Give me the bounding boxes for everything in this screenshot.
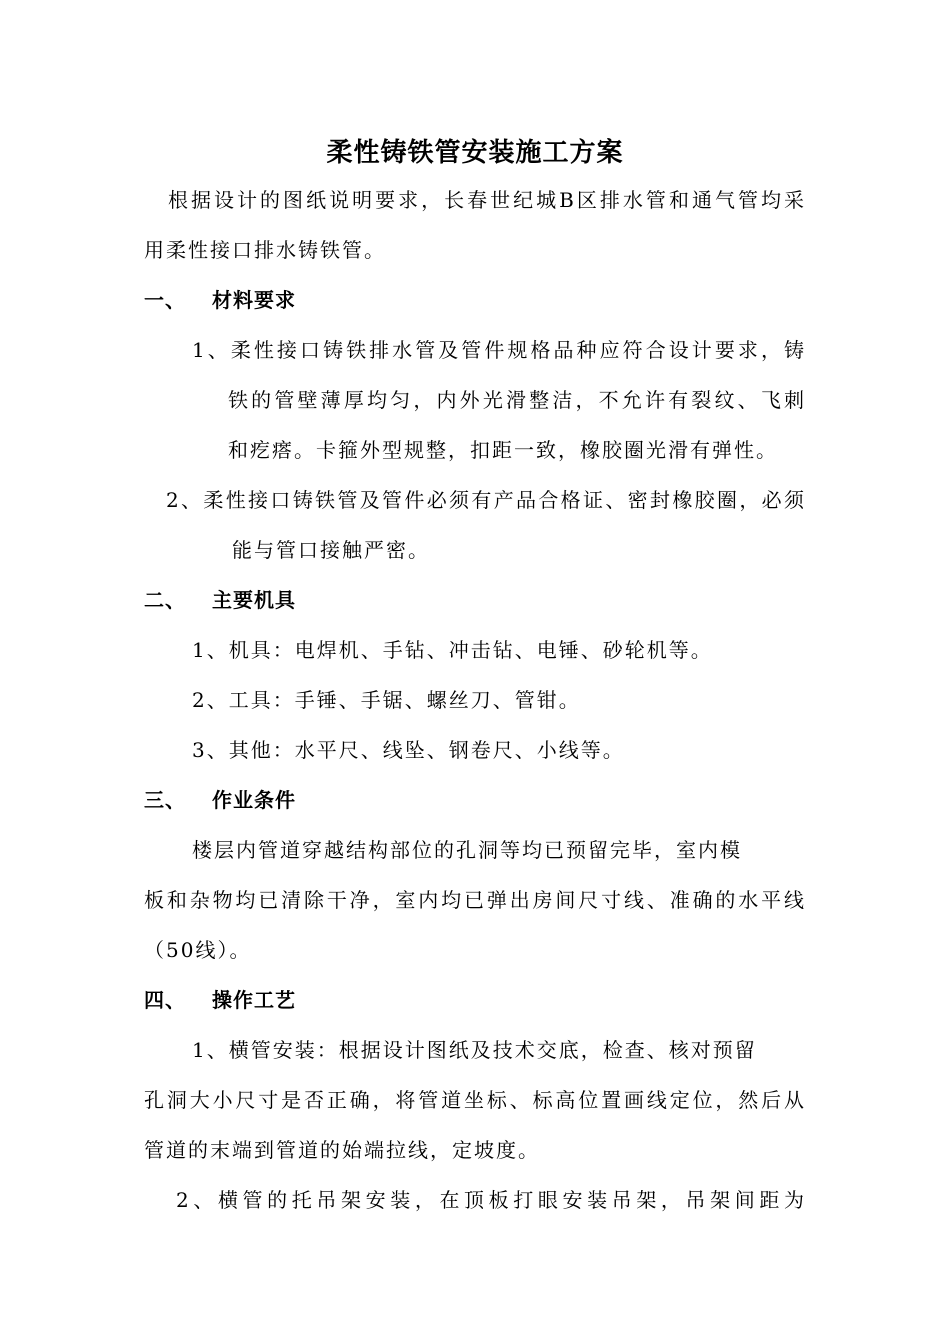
section-heading-2 (144, 586, 296, 614)
section-heading-3 (144, 786, 296, 814)
section-4-line-2: 孔洞大小尺寸是否正确，将管道坐标、标高位置画线定位，然后从 (144, 1088, 804, 1112)
section-title: 主要机具 (212, 588, 296, 612)
section-1-line-1: 1、柔性接口铸铁排水管及管件规格品种应符合设计要求，铸 (192, 338, 804, 362)
section-1-line-5: 能与管口接触严密。 (232, 538, 430, 562)
section-2-line-2: 2、工具：手锤、手锯、螺丝刀、管钳。 (192, 688, 581, 712)
section-4-line-3: 管道的末端到管道的始端拉线，定坡度。 (144, 1138, 540, 1162)
section-1-line-3: 和疙瘩。卡箍外型规整，扣距一致，橡胶圈光滑有弹性。 (228, 438, 778, 462)
section-title: 操作工艺 (212, 988, 296, 1012)
section-1-line-2: 铁的管壁薄厚均匀，内外光滑整洁，不允许有裂纹、飞刺 (228, 388, 804, 412)
section-1-line-4: 2、柔性接口铸铁管及管件必须有产品合格证、密封橡胶圈，必须 (166, 488, 804, 512)
section-number: 二、 (144, 588, 186, 612)
section-4-line-4: 2、横管的托吊架安装，在顶板打眼安装吊架，吊架间距为 (176, 1188, 804, 1212)
section-3-line-1: 楼层内管道穿越结构部位的孔洞等均已预留完毕，室内模 (192, 838, 742, 862)
section-4-line-1: 1、横管安装：根据设计图纸及技术交底，检查、核对预留 (192, 1038, 757, 1062)
section-heading-1 (144, 286, 296, 314)
section-title: 材料要求 (212, 288, 296, 312)
section-3-line-3: （50线）。 (144, 938, 252, 962)
section-title: 作业条件 (212, 788, 296, 812)
section-number: 四、 (144, 988, 186, 1012)
intro-line-2: 用柔性接口排水铸铁管。 (144, 238, 386, 262)
section-heading-4 (144, 986, 296, 1014)
intro-line-1: 根据设计的图纸说明要求，长春世纪城B区排水管和通气管均采 (168, 188, 804, 212)
section-number: 一、 (144, 288, 186, 312)
section-number: 三、 (144, 788, 186, 812)
section-2-line-3: 3、其他：水平尺、线坠、钢卷尺、小线等。 (192, 738, 625, 762)
section-2-line-1: 1、机具：电焊机、手钻、冲击钻、电锤、砂轮机等。 (192, 638, 713, 662)
document-title: 柔性铸铁管安装施工方案 (326, 138, 624, 168)
section-3-line-2: 板和杂物均已清除干净，室内均已弹出房间尺寸线、准确的水平线 (144, 888, 804, 912)
